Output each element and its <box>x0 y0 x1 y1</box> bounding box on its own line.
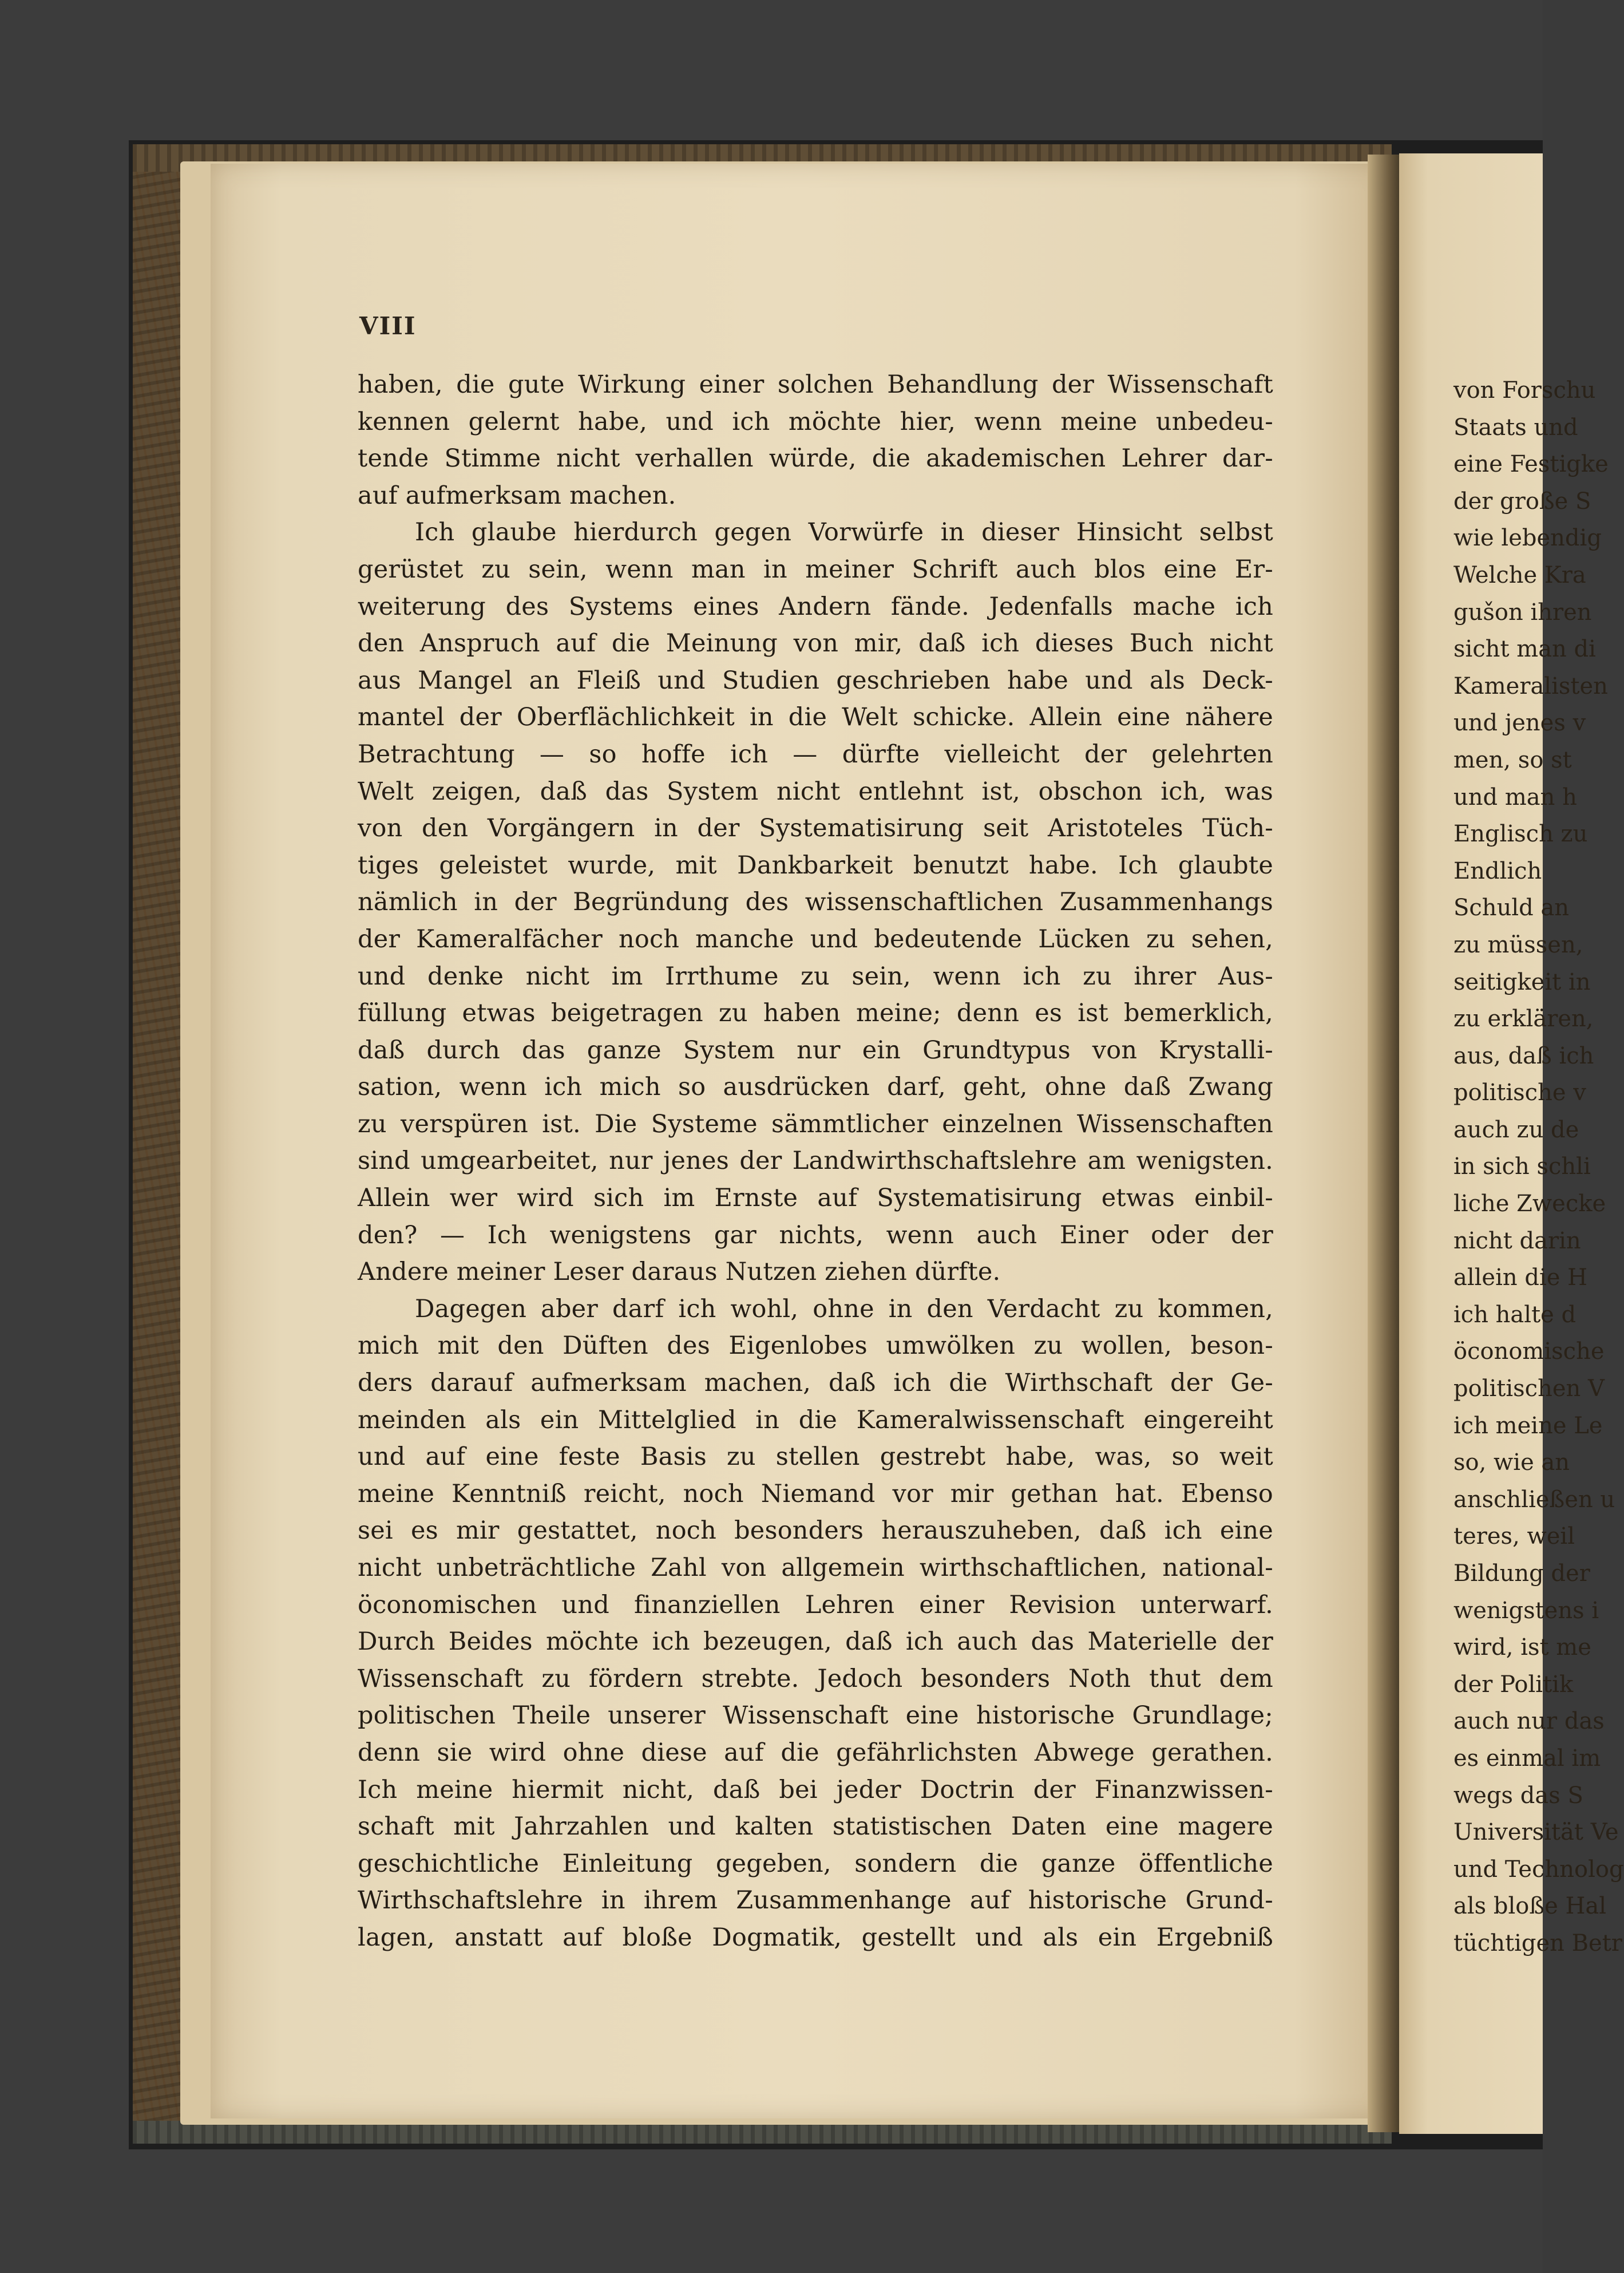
text-line: aus Mangel an Fleiß und Studien geschrieben habe und als Deck- <box>358 666 1273 695</box>
text-line: den Anspruch auf die Meinung von mir, daß ich dieses Buch nicht <box>358 629 1273 658</box>
text-line: sei es mir gestattet, noch besonders herauszuheben, daß ich eine <box>358 1516 1273 1545</box>
text-line: denn sie wird ohne diese auf die gefährlichsten Abwege gerathen. <box>358 1738 1273 1767</box>
text-line: kennen gelernt habe, und ich möchte hier, wenn meine unbedeu- <box>358 407 1273 436</box>
text-line: gerüstet zu sein, wenn man in meiner Schrift auch blos eine Er- <box>358 555 1273 584</box>
text-line: Ich meine hiermit nicht, daß bei jeder Doctrin der Finanzwissen- <box>358 1775 1273 1804</box>
facing-text-line: Englisch zu <box>1453 821 1588 848</box>
facing-text-line: zu müssen, <box>1453 931 1583 958</box>
facing-text-line: ich meine Le <box>1453 1412 1603 1439</box>
text-line: mantel der Oberflächlichkeit in die Welt schicke. Allein eine nähere <box>358 703 1273 732</box>
facing-text-line: und jenes v <box>1453 710 1586 737</box>
text-line: sind umgearbeitet, nur jenes der Landwirthschaftslehre am wenigsten. <box>358 1147 1273 1176</box>
text-line: zu verspüren ist. Die Systeme sämmtlicher einzelnen Wissenschaften <box>358 1109 1273 1139</box>
text-line: Welt zeigen, daß das System nicht entlehnt ist, obschon ich, was <box>358 777 1273 806</box>
text-line: meinden als ein Mittelglied in die Kameralwissenschaft eingereiht <box>358 1405 1273 1434</box>
facing-text-line: Schuld an <box>1453 895 1570 922</box>
text-line: schaft mit Jahrzahlen und kalten statistischen Daten eine magere <box>358 1812 1273 1841</box>
facing-text-line: Welche Kra <box>1453 562 1586 588</box>
text-line: auf aufmerksam machen. <box>358 481 676 510</box>
facing-text-line: und man h <box>1453 784 1577 811</box>
text-line: lagen, anstatt auf bloße Dogmatik, gestellt und als ein Ergebniß <box>358 1923 1273 1952</box>
text-line: und denke nicht im Irrthume zu sein, wenn ich zu ihrer Aus- <box>358 962 1273 991</box>
facing-page-text <box>1453 372 1624 1962</box>
text-line: Durch Beides möchte ich bezeugen, daß ich auch das Materielle der <box>358 1627 1273 1657</box>
text-line: nämlich in der Begründung des wissenschaftlichen Zusammenhangs <box>358 888 1273 917</box>
text-line: daß durch das ganze System nur ein Grundtypus von Krystalli- <box>358 1035 1273 1065</box>
text-line: mich mit den Düften des Eigenlobes umwölken zu wollen, beson- <box>358 1331 1273 1361</box>
text-line: geschichtliche Einleitung gegeben, sondern die ganze öffentliche <box>358 1849 1273 1878</box>
text-line: Andere meiner Leser daraus Nutzen ziehen dürfte. <box>358 1258 1001 1287</box>
text-line: sation, wenn ich mich so ausdrücken darf, geht, ohne daß Zwang <box>358 1073 1273 1102</box>
facing-text-line: nicht darin <box>1453 1227 1581 1254</box>
text-line: und auf eine feste Basis zu stellen gestrebt habe, was, so weit <box>358 1442 1273 1472</box>
text-line: tende Stimme nicht verhallen würde, die akademischen Lehrer dar- <box>358 444 1273 473</box>
facing-text-line: auch nur das <box>1453 1708 1605 1735</box>
text-line: ders darauf aufmerksam machen, daß ich die Wirthschaft der Ge- <box>358 1369 1273 1398</box>
facing-text-line: Staats und <box>1453 414 1578 441</box>
facing-text-line: gušon ihren <box>1453 599 1592 626</box>
facing-text-line: es einmal im <box>1453 1745 1601 1772</box>
facing-text-line: der Politik <box>1453 1671 1574 1698</box>
facing-text-line: Universität Ve <box>1453 1819 1619 1846</box>
facing-text-line: tüchtigen Betr <box>1453 1930 1622 1956</box>
facing-text-line: sicht man di <box>1453 636 1596 663</box>
facing-text-line: von Forschu <box>1453 377 1596 404</box>
text-line: den? — Ich wenigstens gar nichts, wenn auch Einer oder der <box>358 1220 1273 1250</box>
text-line: Ich glaube hierdurch gegen Vorwürfe in dieser Hinsicht selbst <box>415 518 1273 547</box>
text-line: füllung etwas beigetragen zu haben meine; denn es ist bemerklich, <box>358 999 1273 1028</box>
facing-text-line: Bildung der <box>1453 1560 1590 1587</box>
facing-text-line: politischen V <box>1453 1375 1605 1402</box>
facing-text-line: Kameralisten <box>1453 673 1608 699</box>
facing-text-line: eine Festigke <box>1453 451 1609 478</box>
facing-text-line: so, wie an <box>1453 1449 1570 1476</box>
facing-text-line: und Technolog <box>1453 1856 1624 1883</box>
text-line: Allein wer wird sich im Ernste auf Systematisirung etwas einbil- <box>358 1184 1273 1213</box>
facing-text-line: der große S <box>1453 488 1591 515</box>
text-line: politischen Theile unserer Wissenschaft eine historische Grundlage; <box>358 1701 1273 1730</box>
text-line: Dagegen aber darf ich wohl, ohne in den Verdacht zu kommen, <box>415 1294 1273 1323</box>
text-line: nicht unbeträchtliche Zahl von allgemein wirthschaftlichen, national- <box>358 1553 1273 1582</box>
facing-text-line: auch zu de <box>1453 1116 1579 1143</box>
facing-text-line: zu erklären, <box>1453 1006 1594 1033</box>
facing-text-line: men, so st <box>1453 746 1572 773</box>
page-body-text <box>358 366 1273 1956</box>
facing-text-line: wegs das S <box>1453 1782 1583 1809</box>
text-line: öconomischen und finanziellen Lehren einer Revision unterwarf. <box>358 1590 1273 1619</box>
facing-text-line: aus, daß ich <box>1453 1042 1594 1069</box>
facing-text-line: anschließen u <box>1453 1486 1615 1513</box>
facing-text-line: seitigkeit in <box>1453 969 1591 995</box>
facing-text-line: ich halte d <box>1453 1301 1577 1328</box>
facing-text-line: liche Zwecke <box>1453 1191 1606 1217</box>
facing-text-line: Endlich <box>1453 857 1542 884</box>
text-line: haben, die gute Wirkung einer solchen Behandlung der Wissenschaft <box>358 370 1273 399</box>
facing-text-line: teres, weil <box>1453 1523 1575 1550</box>
text-line: Betrachtung — so hoffe ich — dürfte vielleicht der gelehrten <box>358 740 1273 769</box>
facing-text-line: als bloße Hal <box>1453 1893 1606 1920</box>
text-line: der Kameralfächer noch manche und bedeutende Lücken zu sehen, <box>358 924 1273 954</box>
page-number: VIII <box>359 312 417 340</box>
text-line: Wissenschaft zu fördern strebte. Jedoch besonders Noth thut dem <box>358 1664 1273 1693</box>
text-line: weiterung des Systems eines Andern fände. Jedenfalls mache ich <box>358 592 1273 621</box>
facing-text-line: öconomische <box>1453 1338 1605 1365</box>
text-line: Wirthschaftslehre in ihrem Zusammenhange auf historische Grund- <box>358 1886 1273 1915</box>
facing-text-line: in sich schli <box>1453 1153 1591 1180</box>
facing-text-line: allein die H <box>1453 1264 1588 1291</box>
text-line: tiges geleistet wurde, mit Dankbarkeit benutzt habe. Ich glaubte <box>358 851 1273 880</box>
facing-text-line: wie lebendig <box>1453 525 1602 552</box>
facing-text-line: wenigstens i <box>1453 1597 1599 1624</box>
facing-text-line: politische v <box>1453 1080 1586 1106</box>
facing-text-line: wird, ist me <box>1453 1634 1591 1661</box>
text-line: von den Vorgängern in der Systematisirung seit Aristoteles Tüch- <box>358 814 1273 843</box>
text-line: meine Kenntniß reicht, noch Niemand vor mir gethan hat. Ebenso <box>358 1479 1273 1508</box>
